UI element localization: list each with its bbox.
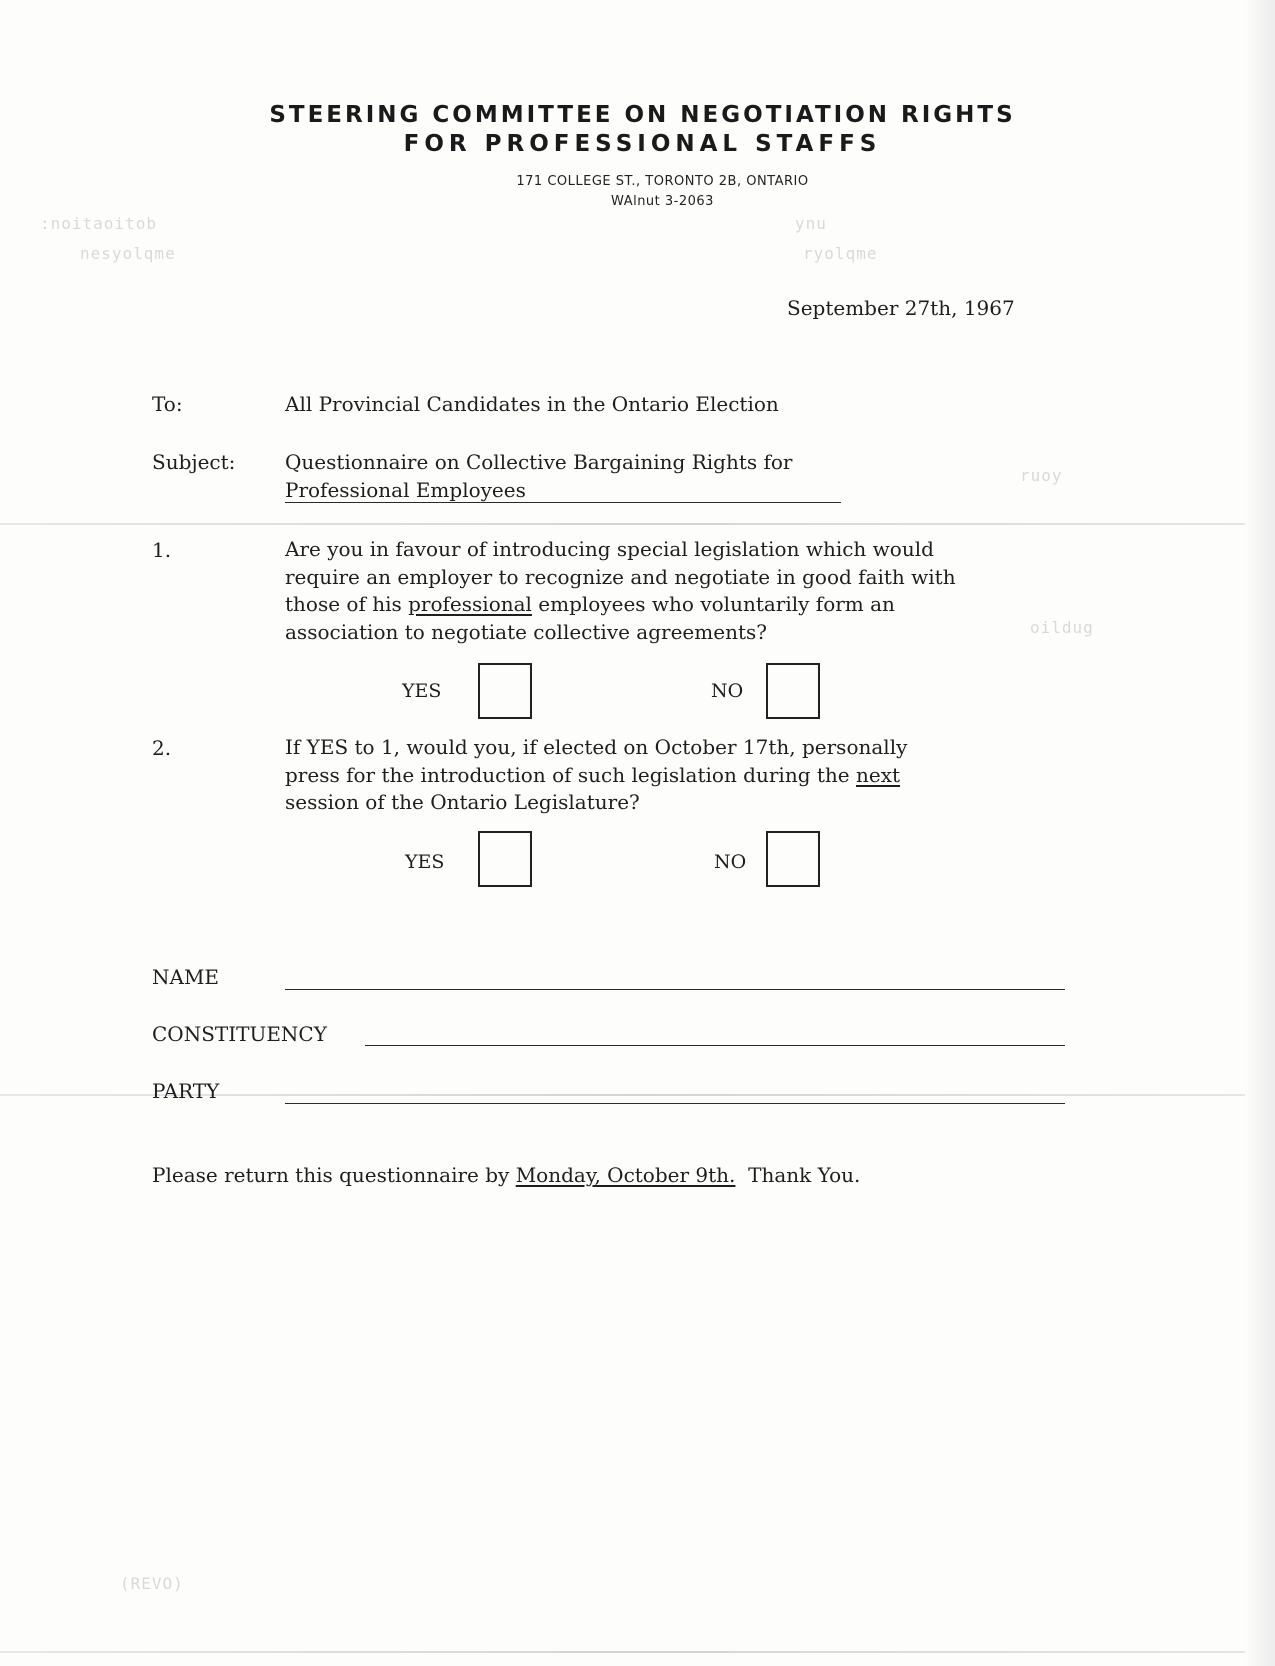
to-value: All Provincial Candidates in the Ontario Election: [285, 392, 779, 416]
question-2-yes-checkbox[interactable]: [478, 831, 532, 887]
question-line: require an employer to recognize and negotiate in good faith with: [285, 564, 956, 589]
subject-line2: Professional Employees: [285, 478, 526, 502]
question-line: Are you in favour of introducing special legislation which would: [285, 537, 934, 561]
question-fragment: those of his: [285, 592, 402, 616]
question-fragment: employees who voluntarily form an: [538, 592, 895, 616]
question-2-yes-label: YES: [405, 851, 445, 873]
bleed-through-text: ruoy: [1020, 466, 1063, 485]
subject-line1: Questionnaire on Collective Bargaining Rights for: [285, 450, 793, 474]
question-line: If YES to 1, would you, if elected on October 17th, personally: [285, 735, 908, 759]
paper-edge-shadow: [1245, 0, 1275, 1666]
question-line: [285, 591, 1045, 619]
question-1-yes-checkbox[interactable]: [478, 663, 532, 719]
question-2-number: 2.: [152, 736, 172, 760]
constituency-label: CONSTITUENCY: [152, 1022, 327, 1046]
name-label: NAME: [152, 965, 220, 989]
question-1-no-checkbox[interactable]: [766, 663, 820, 719]
question-1-no-label: NO: [711, 680, 744, 702]
thank-you: Thank You.: [748, 1163, 861, 1187]
letterhead-title-line1: STEERING COMMITTEE ON NEGOTIATION RIGHTS: [269, 102, 1016, 128]
bleed-through-text: oildug: [1030, 618, 1094, 637]
subject-underline: [285, 502, 841, 503]
return-deadline: Monday, October 9th.: [515, 1163, 736, 1187]
to-label: To:: [152, 392, 183, 416]
letterhead-address: 171 COLLEGE ST., TORONTO 2B, ONTARIO: [516, 174, 809, 189]
subject-label: Subject:: [152, 450, 236, 474]
bleed-through-text: :noitaoitob ynu: [40, 214, 827, 233]
emphasized-word: next: [855, 762, 901, 787]
constituency-input-line[interactable]: [365, 1045, 1065, 1046]
letter-date: September 27th, 1967: [787, 296, 1015, 320]
emphasized-word: professional: [408, 592, 532, 616]
question-2-no-label: NO: [714, 851, 747, 873]
question-line: [285, 762, 1045, 790]
party-input-line[interactable]: [285, 1103, 1065, 1104]
question-1-number: 1.: [152, 538, 172, 562]
letterhead-phone: WAlnut 3-2063: [611, 194, 714, 209]
question-line: session of the Ontario Legislature?: [285, 790, 640, 814]
question-1-yes-label: YES: [402, 680, 442, 702]
bleed-through-text: nesyolqme ryolqme: [80, 244, 878, 263]
paper-fold: [0, 1651, 1275, 1653]
question-2-no-checkbox[interactable]: [766, 831, 820, 887]
return-instruction: [152, 1163, 860, 1187]
paper-fold: [0, 523, 1275, 525]
question-1-text: [285, 536, 1045, 646]
bleed-through-text: (REVO): [120, 1574, 184, 1593]
name-input-line[interactable]: [285, 989, 1065, 990]
question-2-text: [285, 734, 1045, 817]
party-label: PARTY: [152, 1079, 220, 1103]
question-line: association to negotiate collective agreements?: [285, 619, 767, 644]
question-fragment: press for the introduction of such legislation during the: [285, 762, 850, 787]
return-instruction-prefix: Please return this questionnaire by: [152, 1163, 510, 1187]
letterhead-title-line2: FOR PROFESSIONAL STAFFS: [403, 131, 882, 157]
